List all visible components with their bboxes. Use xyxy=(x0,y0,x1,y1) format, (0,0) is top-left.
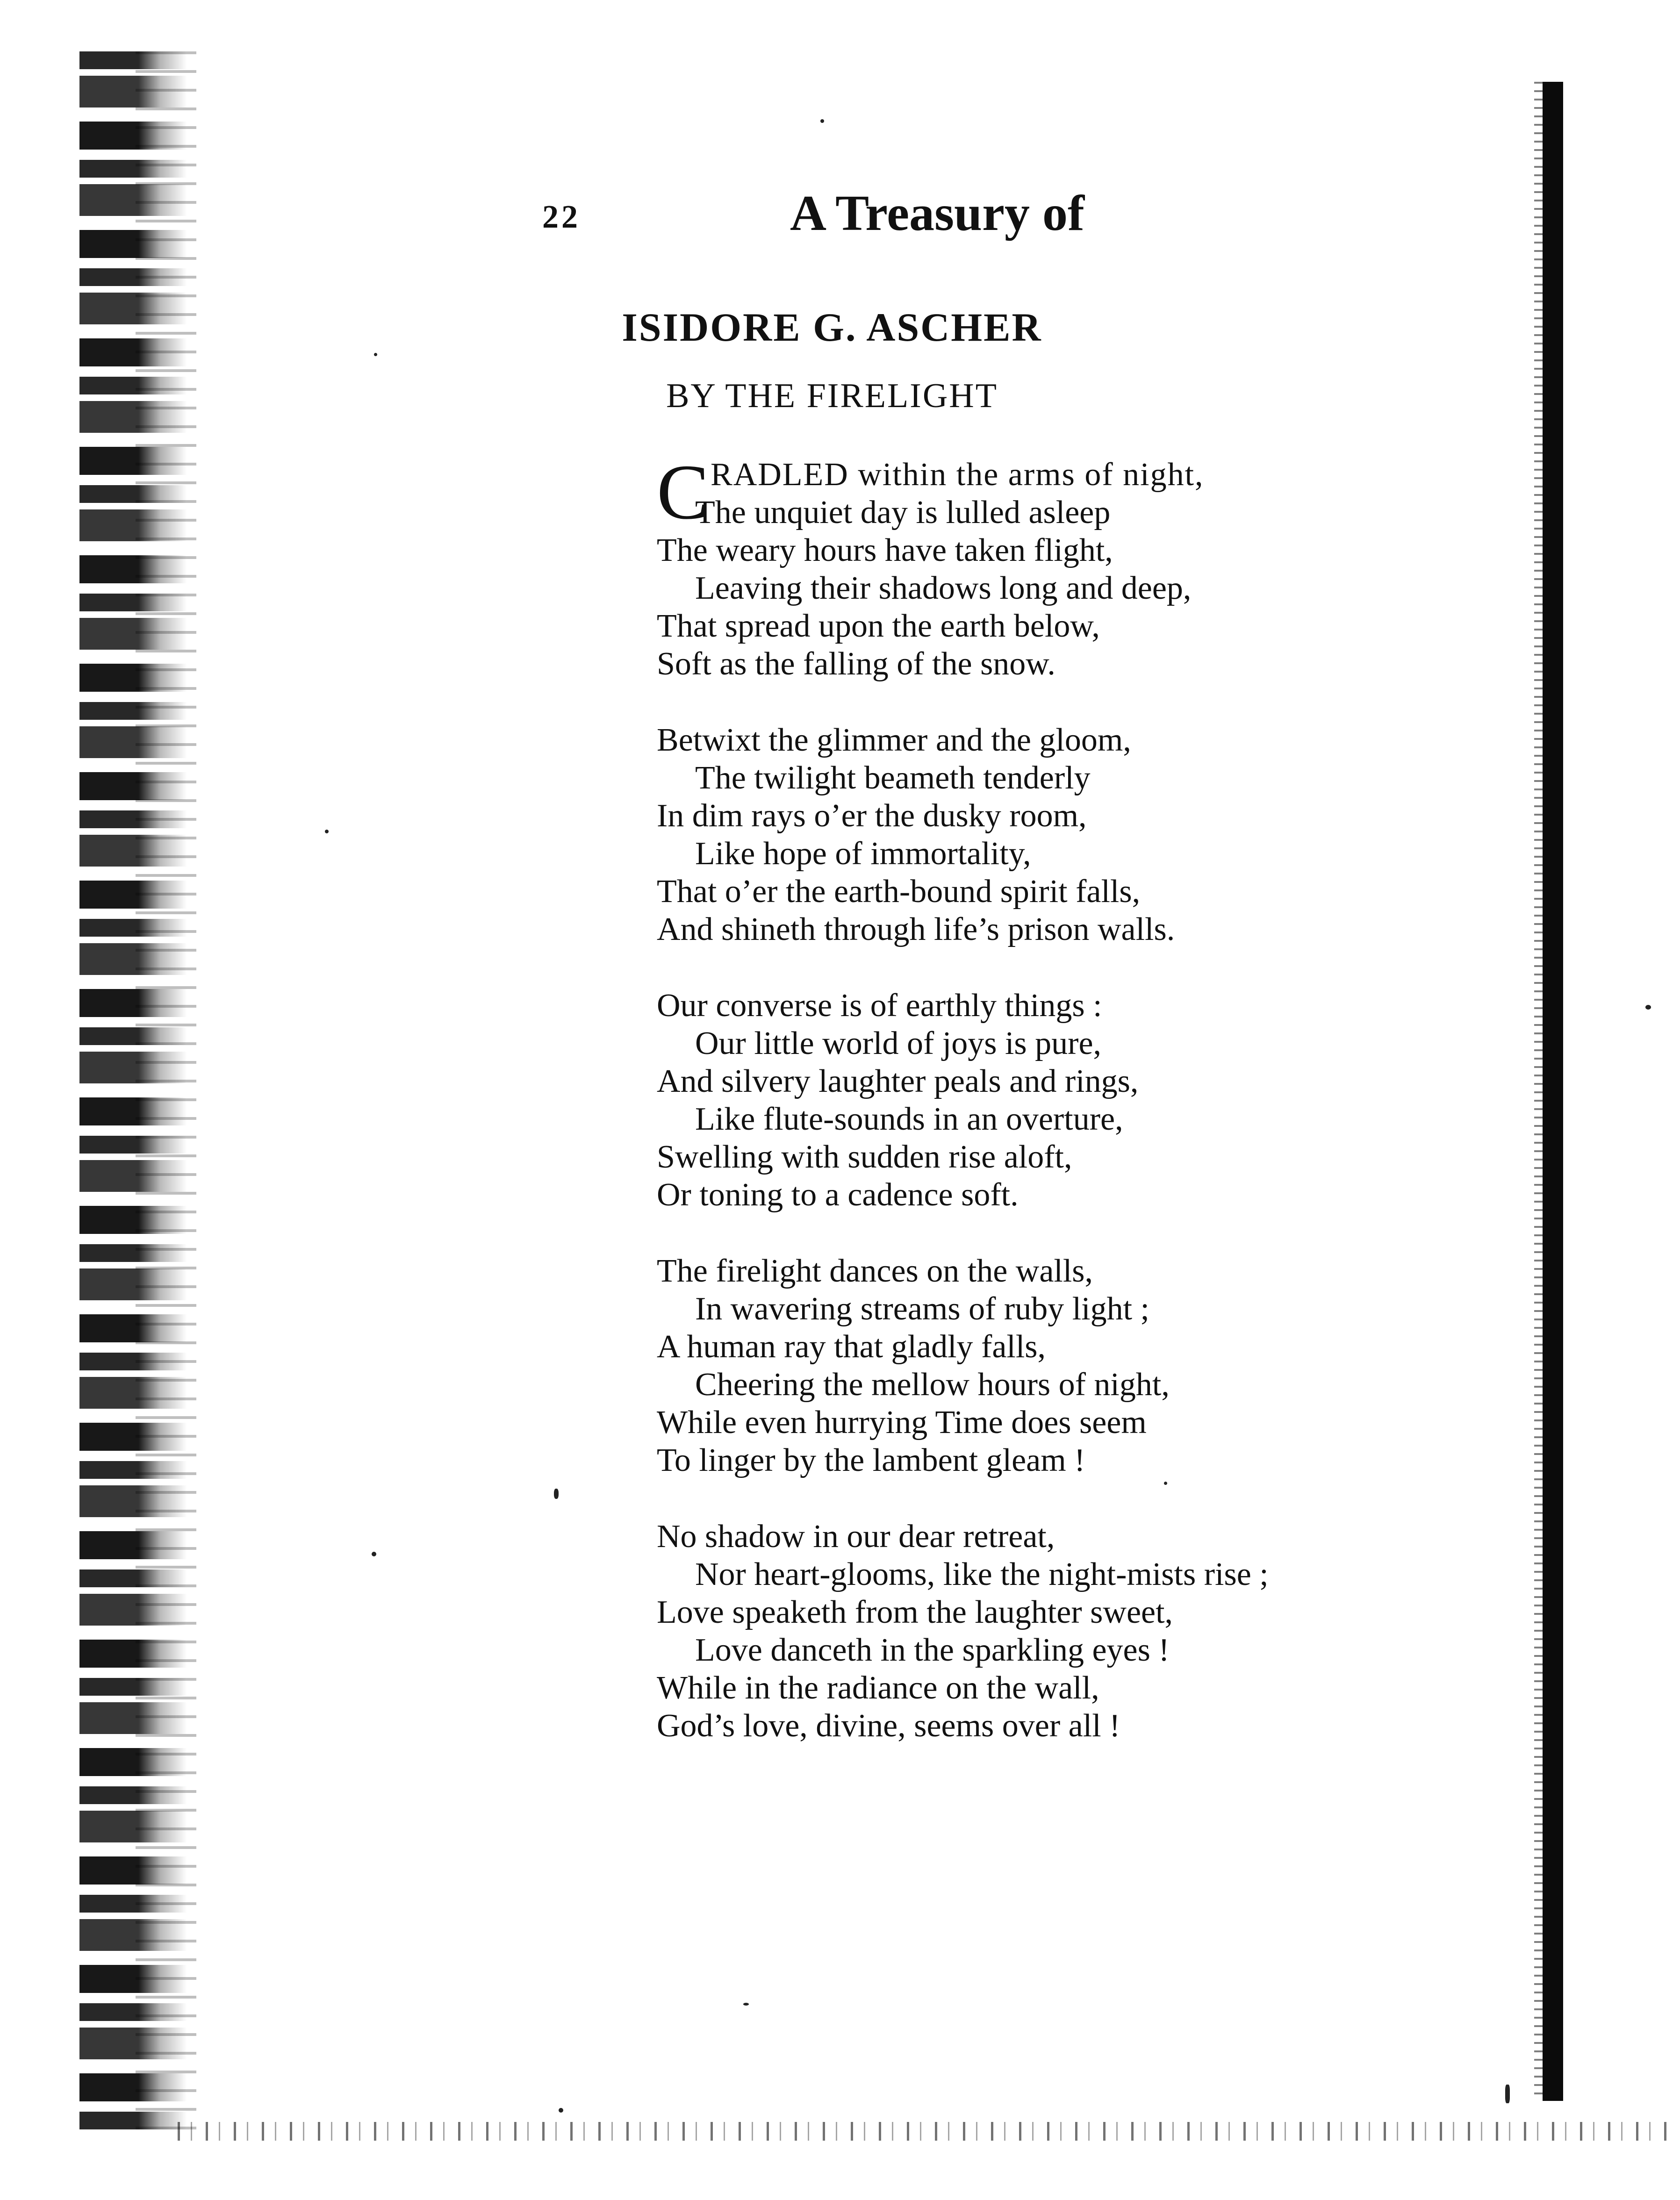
scan-speck xyxy=(820,119,824,123)
scan-speck xyxy=(554,1489,559,1499)
scan-speck xyxy=(1645,1005,1651,1010)
poem-line: Our converse is of earthly things : xyxy=(657,988,1102,1024)
poem-line: Betwixt the glimmer and the gloom, xyxy=(657,722,1131,758)
poem-line: While even hurrying Time does seem xyxy=(657,1405,1147,1440)
poem-line: Our little world of joys is pure, xyxy=(695,1025,1102,1061)
poem-line: God’s love, divine, seems over all ! xyxy=(657,1708,1120,1744)
poem-body xyxy=(657,449,1451,1783)
stanza-3 xyxy=(657,987,1451,1214)
poem-line: That o’er the earth-bound spirit falls, xyxy=(657,874,1141,910)
poem-line: And silvery laughter peals and rings, xyxy=(657,1063,1139,1099)
poem-line: Soft as the falling of the snow. xyxy=(657,646,1055,682)
first-line-text: RADLED within the arms of night, xyxy=(711,457,1204,493)
poem-line: A human ray that gladly falls, xyxy=(657,1329,1046,1365)
poem-line: No shadow in our dear retreat, xyxy=(657,1519,1055,1555)
drop-cap: C xyxy=(657,449,710,536)
stanza-5 xyxy=(657,1518,1451,1745)
poem-line: That spread upon the earth below, xyxy=(657,608,1100,644)
running-title: A Treasury of xyxy=(790,186,1085,241)
poem-line: In wavering streams of ruby light ; xyxy=(695,1291,1150,1327)
poem-line: The weary hours have taken flight, xyxy=(657,532,1113,568)
binding-edge-left-fade xyxy=(136,51,196,2131)
scan-speck xyxy=(374,353,377,356)
poem-line: In dim rays o’er the dusky room, xyxy=(657,798,1087,834)
binding-edge-right xyxy=(1543,82,1563,2101)
binding-edge-right-fringe xyxy=(1534,82,1543,2101)
stanza-2 xyxy=(657,721,1451,948)
page-number: 22 xyxy=(542,199,581,235)
stanza-4 xyxy=(657,1252,1451,1479)
poem-title: BY THE FIRELIGHT xyxy=(666,377,998,415)
poem-line: To linger by the lambent gleam ! xyxy=(657,1442,1085,1478)
scan-speck xyxy=(372,1552,376,1556)
poem-line: Leaving their shadows long and deep, xyxy=(695,570,1192,606)
poem-line: And shineth through life’s prison walls. xyxy=(657,911,1175,947)
poem-line: Swelling with sudden rise aloft, xyxy=(657,1139,1072,1175)
poem-line: The twilight beameth tenderly xyxy=(695,760,1091,796)
poem-line: Love danceth in the sparkling eyes ! xyxy=(695,1632,1170,1668)
poem-line: While in the radiance on the wall, xyxy=(657,1670,1099,1706)
author-heading: ISIDORE G. ASCHER xyxy=(622,305,1042,350)
page-header xyxy=(542,185,1197,250)
poem-line: Like hope of immortality, xyxy=(695,836,1031,872)
stanza-1 xyxy=(657,449,1451,683)
poem-line: The firelight dances on the walls, xyxy=(657,1253,1093,1289)
scan-speck xyxy=(325,830,329,833)
scan-speck xyxy=(743,2003,749,2006)
scan-speck xyxy=(1505,2085,1510,2103)
poem-line: The unquiet day is lulled asleep xyxy=(695,494,1111,530)
scan-speck xyxy=(559,2108,563,2113)
poem-line: Love speaketh from the laughter sweet, xyxy=(657,1594,1173,1630)
poem-line: Cheering the mellow hours of night, xyxy=(695,1367,1170,1403)
scan-noise-bottom xyxy=(178,2122,1673,2141)
poem-line: Nor heart-glooms, like the night-mists rise ; xyxy=(695,1556,1269,1592)
poem-line: Or toning to a cadence soft. xyxy=(657,1177,1019,1213)
poem-line: Like flute-sounds in an overture, xyxy=(695,1101,1123,1137)
